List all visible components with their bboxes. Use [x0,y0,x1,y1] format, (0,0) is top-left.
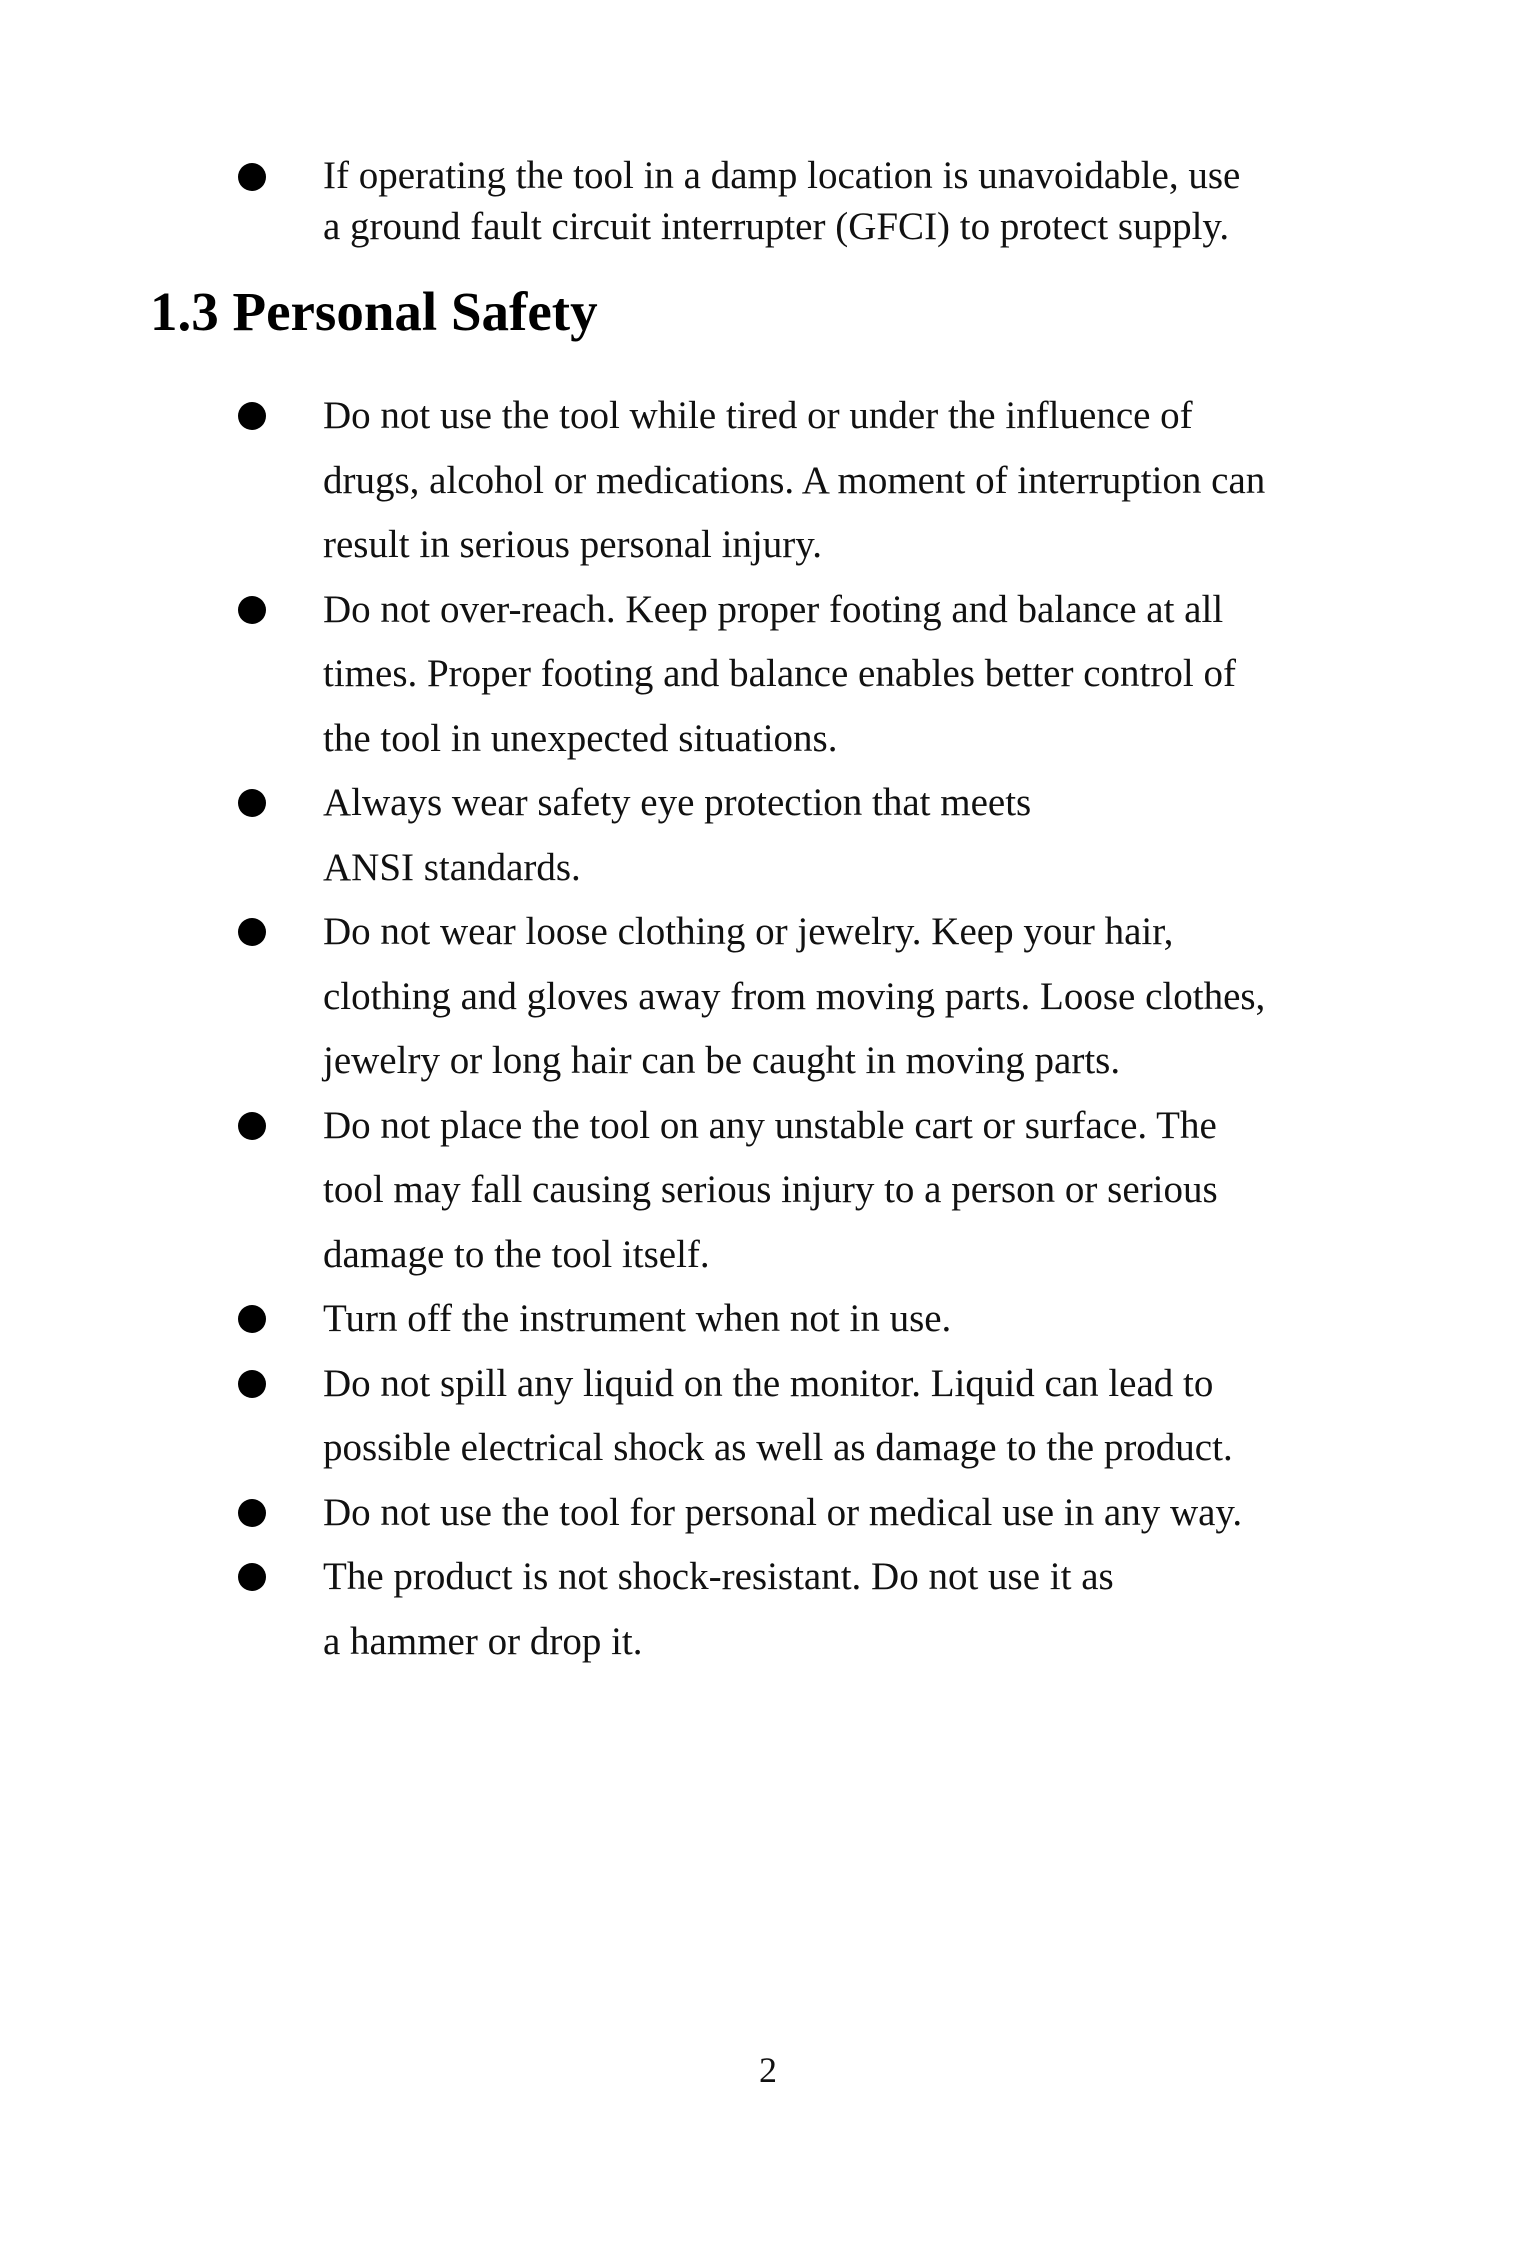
list-item [0,578,1377,772]
list-item-text [323,1545,1377,1674]
list-item [0,1545,1377,1674]
list-item-line: ANSI standards. [323,845,581,889]
list-item-line: clothing and gloves away from moving parts. Loose clothes, [323,974,1266,1018]
list-item-line: Turn off the instrument when not in use. [323,1297,952,1340]
bullet-dot-icon [238,1563,266,1591]
list-item-text [323,150,1377,252]
list-item [0,771,1377,900]
list-item [0,150,1377,252]
list-item-text [323,1094,1377,1288]
list-item [0,1481,1377,1546]
list-item-line: drugs, alcohol or medications. A moment of interruption can [323,458,1266,502]
bullet-dot-icon [238,402,266,430]
list-item [0,900,1377,1094]
list-item-line: Always wear safety eye protection that meets [323,781,1032,824]
list-item-line: result in serious personal injury. [323,523,822,566]
list-item [0,1094,1377,1288]
list-item-line: The product is not shock-resistant. Do not use it as [323,1555,1114,1598]
list-item [0,1352,1377,1481]
list-item [0,1287,1377,1352]
list-item-text [323,384,1377,578]
list-item [0,384,1377,578]
bullet-dot-icon [238,1370,266,1398]
personal-safety-bullet-list [0,384,1536,1674]
list-item-line: Do not over-reach. Keep proper footing and balance at all [323,587,1224,631]
list-item-line: times. Proper footing and balance enables better control of [323,652,1236,695]
bullet-dot-icon [238,596,266,624]
list-item-line: Do not wear loose clothing or jewelry. Keep your hair, [323,910,1174,953]
bullet-dot-icon [238,1305,266,1333]
section-heading: 1.3 Personal Safety [150,281,598,342]
bullet-dot-icon [238,789,266,817]
list-item-line: the tool in unexpected situations. [323,716,838,760]
list-item-line: possible electrical shock as well as damage to the product. [323,1426,1233,1469]
list-item-line: a ground fault circuit interrupter (GFCI) to protect supply. [323,205,1230,248]
bullet-dot-icon [238,918,266,946]
list-item-line: Do not place the tool on any unstable cart or surface. The [323,1103,1217,1147]
list-item-text [323,771,1377,900]
list-item-line: a hammer or drop it. [323,1619,643,1663]
list-item-text [323,1287,1377,1352]
bullet-dot-icon [238,1499,266,1527]
list-item-text [323,578,1377,772]
list-item-line: Do not use the tool while tired or under the influence of [323,394,1193,437]
list-item-text [323,1481,1377,1546]
list-item-line: jewelry or long hair can be caught in moving parts. [323,1039,1121,1082]
list-item-line: tool may fall causing serious injury to a person or serious [323,1168,1218,1211]
bullet-dot-icon [238,1112,266,1140]
list-item-line: Do not use the tool for personal or medical use in any way. [323,1490,1243,1534]
bullet-dot-icon [238,163,266,191]
list-item-line: If operating the tool in a damp location is unavoidable, use [323,154,1241,197]
list-item-text [323,900,1377,1094]
list-item-text [323,1352,1377,1481]
page-number: 2 [759,2050,777,2090]
list-item-line: Do not spill any liquid on the monitor. Liquid can lead to [323,1361,1214,1405]
intro-bullet-list [0,150,1536,252]
list-item-line: damage to the tool itself. [323,1232,710,1276]
